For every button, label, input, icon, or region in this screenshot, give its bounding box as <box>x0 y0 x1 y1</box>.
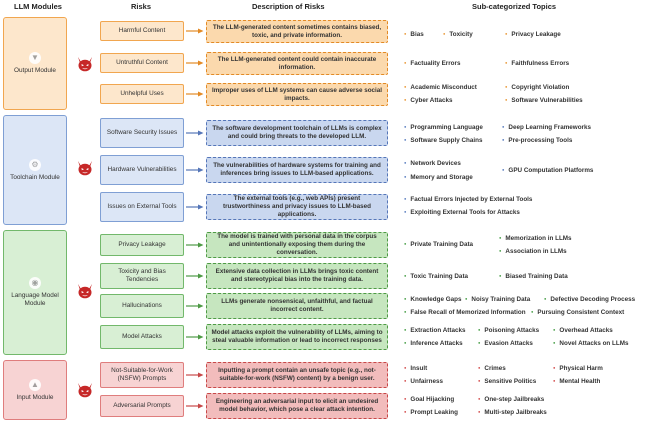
devil-icon <box>76 382 94 398</box>
topic-item: ● Deep Learning Frameworks <box>502 124 591 131</box>
topic-item: ● Association in LLMs <box>499 248 567 255</box>
arrow-icon <box>186 130 204 136</box>
topic-item: ● Defective Decoding Process <box>544 296 635 303</box>
risk-unhelpful-uses: Unhelpful Uses <box>100 84 184 104</box>
topic-item: ● Knowledge Gaps <box>404 296 462 303</box>
topic-item: ● Pre-processing Tools <box>502 137 572 144</box>
desc-model-attacks: Model attacks exploit the vulnerability of LLMs, aiming to steal valuable information or lead to incorrect responses <box>206 324 388 350</box>
topic-item: ● Sensitive Politics <box>478 378 536 385</box>
topic-item: ● Exploiting External Tools for Attacks <box>404 209 520 216</box>
desc-adversarial-prompts: Engineering an adversarial input to elicit an undesired model behavior, which pose a clear attack intention. <box>206 393 388 419</box>
desc-external-tools: The external tools (e.g., web APIs) present trustworthiness and privacy issues to LLM-based applications. <box>206 194 388 220</box>
module-label: Toolchain Module <box>10 173 60 181</box>
risk-harmful-content: Harmful Content <box>100 21 184 41</box>
desc-untruthful-content: The LLM-generated content could contain inaccurate information. <box>206 52 388 75</box>
desc-unhelpful-uses: Improper uses of LLM systems can cause adverse social impacts. <box>206 83 388 106</box>
module-label: Language Model Module <box>11 292 59 307</box>
module-language-model <box>3 230 67 355</box>
arrow-icon <box>186 167 204 173</box>
topic-item: ● Inference Attacks <box>404 340 463 347</box>
topic-item: ● Cyber Attacks <box>404 97 453 104</box>
module-label: Output Module <box>14 67 56 75</box>
topic-item: ● Insult <box>404 365 427 372</box>
desc-hardware-vulnerabilities: The vulnerabilities of hardware systems for training and inferences bring issues to LLM-based applications. <box>206 157 388 183</box>
risk-untruthful-content: Untruthful Content <box>100 53 184 73</box>
topic-item: ● Toxic Training Data <box>404 273 468 280</box>
topic-item: ● Prompt Leaking <box>404 409 458 416</box>
risk-adversarial-prompts: Adversarial Prompts <box>100 395 184 417</box>
topic-item: ● Pursuing Consistent Context <box>531 309 624 316</box>
topic-item: ● Toxicity <box>443 31 473 38</box>
topic-item: ● Crimes <box>478 365 506 372</box>
module-input <box>3 360 67 420</box>
arrow-icon <box>186 28 204 34</box>
topic-item: ● Network Devices <box>404 160 461 167</box>
arrow-icon <box>186 372 204 378</box>
topic-item: ● GPU Computation Platforms <box>502 167 593 174</box>
input-icon: ▲ <box>29 379 41 391</box>
module-output <box>3 17 67 110</box>
arrow-icon <box>186 91 204 97</box>
topic-item: ● Faithfulness Errors <box>505 60 569 67</box>
topic-item: ● Multi-step Jailbreaks <box>478 409 547 416</box>
risk-external-tools: Issues on External Tools <box>100 192 184 222</box>
module-label: Input Module <box>16 393 54 401</box>
header-description: Description of Risks <box>252 2 325 11</box>
topic-item: ● Poisoning Attacks <box>478 327 539 334</box>
topic-item: ● Goal Hijacking <box>404 396 454 403</box>
topic-item: ● Physical Harm <box>553 365 603 372</box>
topic-item: ● Software Supply Chains <box>404 137 483 144</box>
arrow-icon <box>186 403 204 409</box>
risk-model-attacks: Model Attacks <box>100 325 184 349</box>
topic-item: ● Novel Attacks on LLMs <box>553 340 628 347</box>
topic-item: ● Unfairness <box>404 378 443 385</box>
arrow-icon <box>186 334 204 340</box>
risk-toxicity-bias: Toxicity and Bias Tendencies <box>100 263 184 289</box>
output-icon: ▼ <box>29 52 41 64</box>
topic-item: ● Bias <box>404 31 424 38</box>
topic-item: ● Factual Errors Injected by External Tools <box>404 196 532 203</box>
arrow-icon <box>186 204 204 210</box>
topic-item: ● Private Training Data <box>404 241 473 248</box>
topic-item: ● Software Vulnerabilities <box>505 97 583 104</box>
topic-item: ● Overhead Attacks <box>553 327 613 334</box>
desc-nsfw-prompts: Inputting a prompt contain an unsafe topic (e.g., not-suitable-for-work (NSFW) content) by a benign user. <box>206 362 388 388</box>
header-risks: Risks <box>131 2 152 11</box>
topic-item: ● One-step Jailbreaks <box>478 396 544 403</box>
topic-item: ● Mental Health <box>553 378 600 385</box>
topic-item: ● Academic Misconduct <box>404 84 477 91</box>
arrow-icon <box>186 242 204 248</box>
devil-icon <box>76 56 94 72</box>
risk-hardware-vulnerabilities: Hardware Vulnerabilities <box>100 155 184 185</box>
risk-nsfw-prompts: Not-Suitable-for-Work (NSFW) Prompts <box>100 362 184 388</box>
arrow-icon <box>186 303 204 309</box>
devil-icon <box>76 160 94 176</box>
globe-icon: ◉ <box>29 277 41 289</box>
topic-item: ● Evasion Attacks <box>478 340 533 347</box>
header-topics: Sub-categorized Topics <box>472 2 557 11</box>
devil-icon <box>76 283 94 299</box>
topic-item: ● Factuality Errors <box>404 60 460 67</box>
module-toolchain <box>3 115 67 225</box>
topic-item: ● Biased Training Data <box>499 273 568 280</box>
arrow-icon <box>186 273 204 279</box>
risk-privacy-leakage: Privacy Leakage <box>100 234 184 256</box>
topic-item: ● Programming Language <box>404 124 483 131</box>
desc-toxicity-bias: Extensive data collection in LLMs brings toxic content and stereotypical bias into the training data. <box>206 263 388 289</box>
arrow-icon <box>186 60 204 66</box>
topic-item: ● Noisy Training Data <box>465 296 530 303</box>
header-llm-modules: LLM Modules <box>14 2 62 11</box>
desc-software-security: The software development toolchain of LLMs is complex and could bring threats to the developed LLM. <box>206 120 388 146</box>
topic-item: ● Privacy Leakage <box>505 31 561 38</box>
topic-item: ● Memory and Storage <box>404 174 473 181</box>
desc-hallucinations: LLMs generate nonsensical, unfaithful, and factual incorrect content. <box>206 293 388 319</box>
desc-privacy-leakage: The model is trained with personal data in the corpus and unintentionally exposing them during the conversation. <box>206 232 388 258</box>
gear-icon: ⚙ <box>29 159 41 171</box>
topic-item: ● Memorization in LLMs <box>499 235 572 242</box>
desc-harmful-content: The LLM-generated content sometimes contains biased, toxic, and private information. <box>206 20 388 43</box>
topic-item: ● Extraction Attacks <box>404 327 465 334</box>
risk-software-security: Software Security Issues <box>100 118 184 148</box>
topic-item: ● False Recall of Memorized Information <box>404 309 526 316</box>
topic-item: ● Copyright Violation <box>505 84 569 91</box>
risk-hallucinations: Hallucinations <box>100 294 184 318</box>
